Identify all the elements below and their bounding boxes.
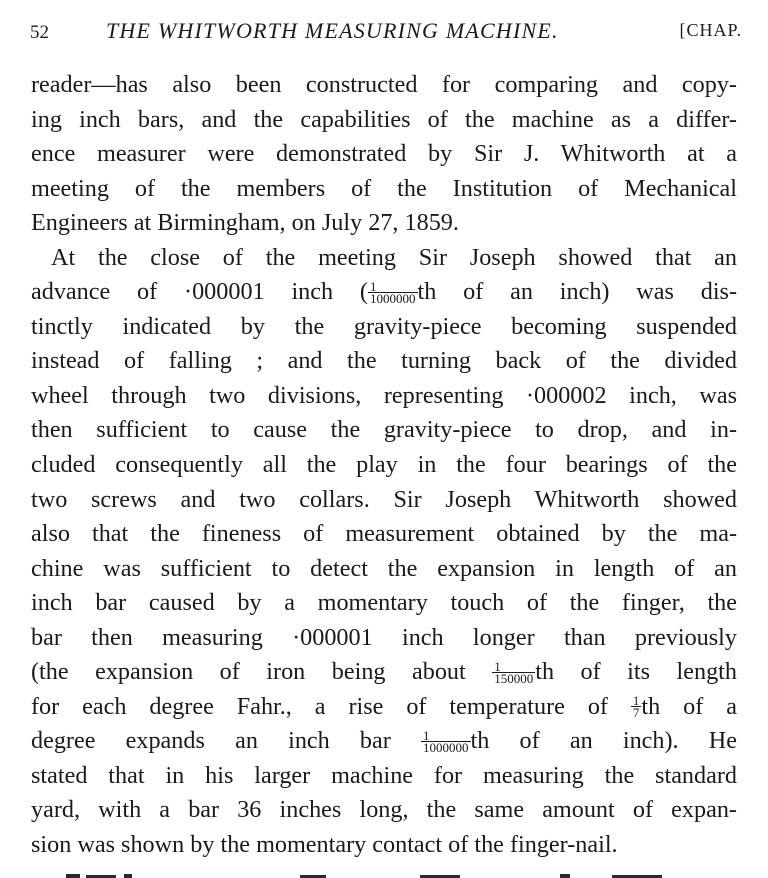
text-line: wheel through two divisions, representing ·000002 inch, was [31, 381, 737, 409]
text-line: also that the fineness of measurement obtained by the ma- [31, 520, 737, 548]
fraction-numerator: 1 [494, 658, 501, 674]
text-line: sion was shown by the momentary contact of the finger-nail. [31, 831, 618, 859]
text-line: then sufficient to cause the gravity-piece to drop, and in- [31, 416, 737, 444]
line-segment: th of an inch). He [470, 727, 737, 755]
text-line [31, 655, 737, 690]
fraction-denominator: 1000000 [423, 739, 469, 755]
chapter-label: [CHAP. [679, 20, 742, 40]
text-line: inch bar caused by a momentary touch of the finger, the [31, 589, 737, 617]
fraction [368, 278, 418, 306]
body-text [31, 68, 737, 863]
text-line: ing inch bars, and the capabilities of the machine as a differ- [31, 105, 737, 133]
text-line: yard, with a bar 36 inches long, the same amount of expan- [31, 796, 737, 824]
line-segment: degree expands an inch bar [31, 727, 421, 755]
fraction [631, 693, 642, 721]
fraction-numerator: 1 [632, 693, 640, 709]
text-line: instead of falling ; and the turning back of the divided [31, 347, 737, 375]
fraction-denominator: 150000 [494, 670, 534, 686]
line-segment: th of its length [535, 658, 737, 686]
fraction-denominator: 7 [632, 705, 640, 721]
fraction-denominator: 1000000 [370, 290, 416, 306]
text-line: cluded consequently all the play in the four bearings of the [31, 451, 737, 479]
text-line [31, 690, 737, 725]
line-segment: th of a [641, 692, 737, 720]
text-line: reader—has also been constructed for comparing and copy- [31, 71, 737, 98]
text-line: ence measurer were demonstrated by Sir J. Whitworth at a [31, 140, 737, 168]
text-line [31, 724, 737, 759]
running-title: THE WHITWORTH MEASURING MACHINE. [106, 18, 559, 43]
text-line [31, 275, 737, 310]
line-segment: (the expansion of iron being about [31, 658, 493, 686]
page-header [30, 18, 742, 48]
text-line: stated that in his larger machine for measuring the standard [31, 761, 737, 789]
text-line: At the close of the meeting Sir Joseph showed that an [51, 243, 737, 271]
text-line: chine was sufficient to detect the expansion in length of an [31, 554, 737, 582]
page-number: 52 [30, 22, 49, 43]
line-segment: advance of ·000001 inch ( [31, 278, 368, 306]
text-line: meeting of the members of the Institution of Mechanical [31, 174, 737, 202]
text-line: two screws and two collars. Sir Joseph Whitworth showed [31, 485, 737, 513]
fraction-numerator: 1 [370, 278, 377, 294]
text-line: bar then measuring ·000001 inch longer than previously [31, 623, 737, 651]
line-segment: th of an inch) was dis- [417, 278, 738, 306]
line-segment: for each degree Fahr., a rise of temperature of [31, 692, 631, 720]
text-line: tinctly indicated by the gravity-piece becoming suspended [31, 312, 737, 340]
cut-off-next-line [0, 868, 768, 878]
text-line: Engineers at Birmingham, on July 27, 1859. [31, 209, 459, 237]
fraction [492, 658, 535, 686]
fraction [421, 727, 471, 755]
fraction-numerator: 1 [423, 727, 430, 743]
